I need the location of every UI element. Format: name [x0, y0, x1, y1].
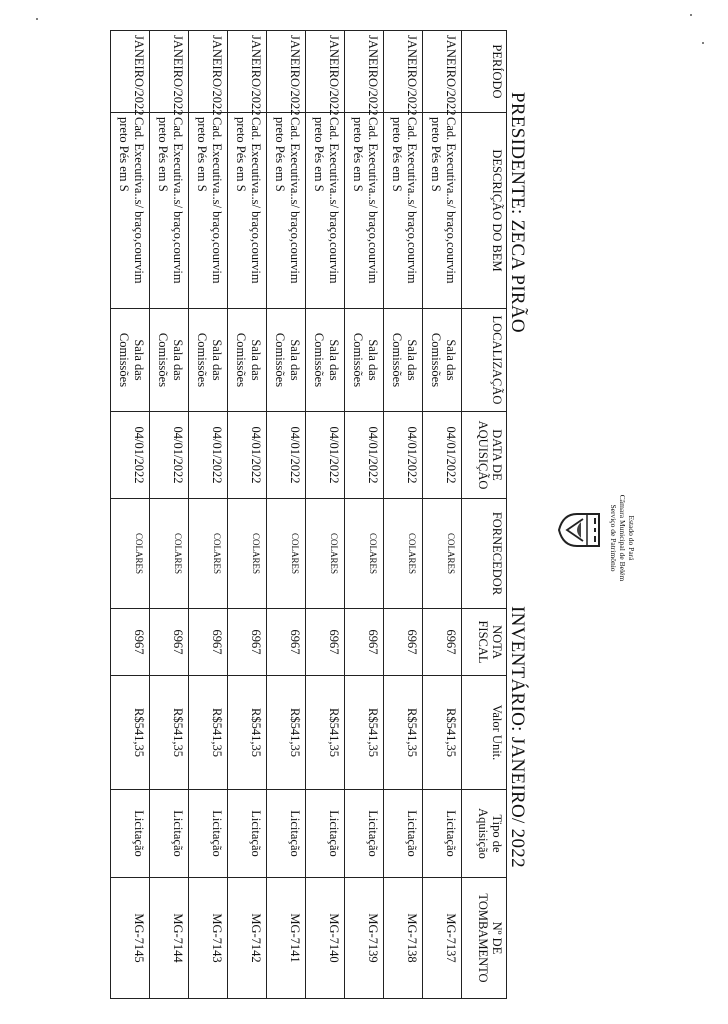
cell-localizacao: Sala das Comissões [189, 309, 228, 412]
cell-nota: 6967 [306, 609, 345, 676]
cell-nota: 6967 [267, 609, 306, 676]
cell-nota: 6967 [423, 609, 462, 676]
table-header-row [462, 31, 507, 999]
cell-data: 04/01/2022 [111, 412, 150, 499]
cell-valor: R$541,35 [423, 676, 462, 790]
cell-localizacao: Sala das Comissões [111, 309, 150, 412]
cell-nota: 6967 [111, 609, 150, 676]
cell-periodo: JANEIRO/2022 [111, 31, 150, 113]
cell-valor: R$541,35 [306, 676, 345, 790]
cell-fornecedor: COLARES [384, 499, 423, 609]
scan-speck [690, 14, 692, 16]
cell-tipo: Licitação [306, 790, 345, 878]
cell-valor: R$541,35 [345, 676, 384, 790]
cell-fornecedor: COLARES [267, 499, 306, 609]
cell-descricao: Cad. Executiva..s/ braço,courvim preto Pés em S [306, 113, 345, 309]
table-row [267, 31, 306, 999]
cell-fornecedor: COLARES [306, 499, 345, 609]
inventory-title: INVENTÁRIO: JANEIRO/ 2022 [507, 606, 528, 868]
inventory-table [110, 30, 507, 999]
cell-periodo: JANEIRO/2022 [267, 31, 306, 113]
cell-tipo: Licitação [384, 790, 423, 878]
cell-valor: R$541,35 [384, 676, 423, 790]
cell-periodo: JANEIRO/2022 [228, 31, 267, 113]
cell-fornecedor: COLARES [111, 499, 150, 609]
header-tombamento: Nº DE TOMBAMENTO [462, 878, 507, 999]
crest-icon [557, 510, 603, 550]
cell-tipo: Licitação [267, 790, 306, 878]
cell-fornecedor: COLARES [423, 499, 462, 609]
cell-tombamento: MG-7144 [150, 878, 189, 999]
cell-tipo: Licitação [228, 790, 267, 878]
cell-descricao: Cad. Executiva..s/ braço,courvim preto Pés em S [111, 113, 150, 309]
table-row [150, 31, 189, 999]
cell-fornecedor: COLARES [150, 499, 189, 609]
cell-valor: R$541,35 [111, 676, 150, 790]
table-row [384, 31, 423, 999]
cell-tombamento: MG-7142 [228, 878, 267, 999]
cell-nota: 6967 [150, 609, 189, 676]
cell-valor: R$541,35 [150, 676, 189, 790]
table-row [228, 31, 267, 999]
cell-tombamento: MG-7145 [111, 878, 150, 999]
institution-line: Estado do Pará [627, 515, 636, 561]
cell-data: 04/01/2022 [228, 412, 267, 499]
cell-localizacao: Sala das Comissões [384, 309, 423, 412]
cell-periodo: JANEIRO/2022 [384, 31, 423, 113]
cell-valor: R$541,35 [267, 676, 306, 790]
cell-descricao: Cad. Executiva..s/ braço,courvim preto Pés em S [189, 113, 228, 309]
cell-periodo: JANEIRO/2022 [306, 31, 345, 113]
cell-data: 04/01/2022 [384, 412, 423, 499]
cell-nota: 6967 [345, 609, 384, 676]
cell-tipo: Licitação [345, 790, 384, 878]
cell-fornecedor: COLARES [228, 499, 267, 609]
cell-localizacao: Sala das Comissões [423, 309, 462, 412]
table-row [306, 31, 345, 999]
cell-localizacao: Sala das Comissões [306, 309, 345, 412]
cell-descricao: Cad. Executiva..s/ braço,courvim preto Pés em S [423, 113, 462, 309]
header-descricao: DESCRIÇÃO DO BEM [462, 113, 507, 309]
cell-data: 04/01/2022 [150, 412, 189, 499]
header-fornecedor: FORNECEDOR [462, 499, 507, 609]
cell-descricao: Cad. Executiva..s/ braço,courvim preto Pés em S [267, 113, 306, 309]
cell-periodo: JANEIRO/2022 [345, 31, 384, 113]
header-tipo-aquisicao: Tipo de Aquisição [462, 790, 507, 878]
cell-descricao: Cad. Executiva..s/ braço,courvim preto Pés em S [345, 113, 384, 309]
cell-tombamento: MG-7141 [267, 878, 306, 999]
scan-speck [702, 42, 704, 44]
cell-tombamento: MG-7139 [345, 878, 384, 999]
cell-periodo: JANEIRO/2022 [423, 31, 462, 113]
cell-nota: 6967 [189, 609, 228, 676]
cell-tipo: Licitação [150, 790, 189, 878]
institution-header [609, 478, 636, 598]
cell-periodo: JANEIRO/2022 [150, 31, 189, 113]
header-localizacao: LOCALIZAÇÃO [462, 309, 507, 412]
table-body [111, 31, 462, 999]
cell-descricao: Cad. Executiva..s/ braço,courvim preto Pés em S [228, 113, 267, 309]
cell-fornecedor: COLARES [189, 499, 228, 609]
cell-tombamento: MG-7143 [189, 878, 228, 999]
cell-data: 04/01/2022 [423, 412, 462, 499]
table-row [189, 31, 228, 999]
cell-localizacao: Sala das Comissões [228, 309, 267, 412]
cell-valor: R$541,35 [189, 676, 228, 790]
cell-valor: R$541,35 [228, 676, 267, 790]
cell-tipo: Licitação [189, 790, 228, 878]
header-nota-fiscal: NOTA FISCAL [462, 609, 507, 676]
header-periodo: PERÍODO [462, 31, 507, 113]
scan-speck [36, 18, 38, 20]
cell-tipo: Licitação [423, 790, 462, 878]
president-title: PRESIDENTE: ZECA PIRÃO [507, 92, 528, 333]
table-row [423, 31, 462, 999]
cell-periodo: JANEIRO/2022 [189, 31, 228, 113]
cell-localizacao: Sala das Comissões [345, 309, 384, 412]
cell-nota: 6967 [384, 609, 423, 676]
cell-descricao: Cad. Executiva..s/ braço,courvim preto Pés em S [384, 113, 423, 309]
cell-tipo: Licitação [111, 790, 150, 878]
cell-data: 04/01/2022 [306, 412, 345, 499]
cell-tombamento: MG-7138 [384, 878, 423, 999]
institution-line: Câmara Municipal de Belém [618, 494, 627, 582]
header-data-aquisicao: DATA DE AQUISIÇÃO [462, 412, 507, 499]
cell-tombamento: MG-7140 [306, 878, 345, 999]
cell-fornecedor: COLARES [345, 499, 384, 609]
table-row [111, 31, 150, 999]
cell-data: 04/01/2022 [189, 412, 228, 499]
cell-localizacao: Sala das Comissões [150, 309, 189, 412]
cell-descricao: Cad. Executiva..s/ braço,courvim preto Pés em S [150, 113, 189, 309]
cell-data: 04/01/2022 [345, 412, 384, 499]
table-row [345, 31, 384, 999]
header-valor-unit: Valor Unit. [462, 676, 507, 790]
institution-line: Serviço de Patrimônio [609, 504, 618, 572]
cell-localizacao: Sala das Comissões [267, 309, 306, 412]
cell-data: 04/01/2022 [267, 412, 306, 499]
cell-nota: 6967 [228, 609, 267, 676]
cell-tombamento: MG-7137 [423, 878, 462, 999]
